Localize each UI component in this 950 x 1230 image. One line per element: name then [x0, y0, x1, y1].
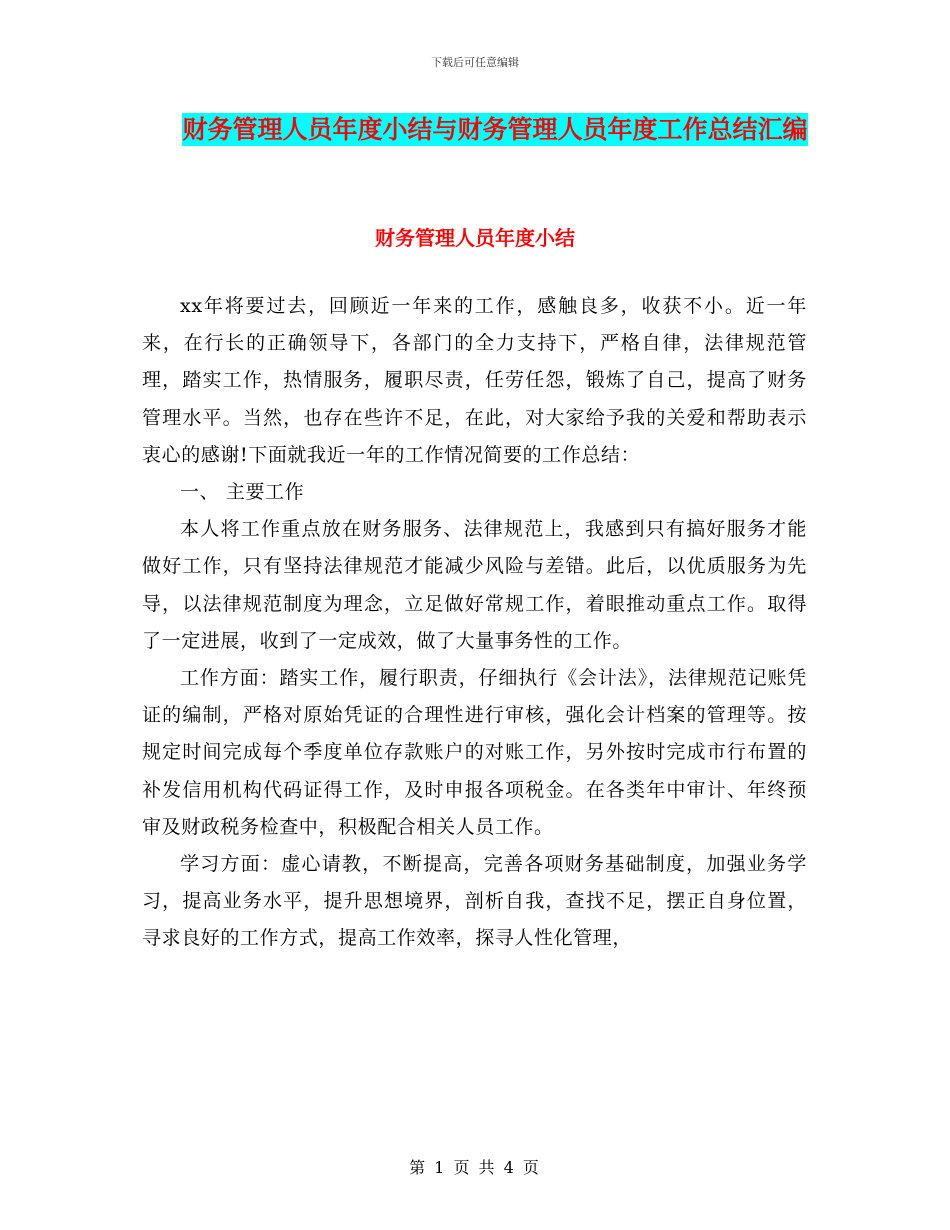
paragraph-study-aspect: 学习方面：虚心请教，不断提高，完善各项财务基础制度，加强业务学习，提高业务水平，提升思想境界，剖析自我，查找不足，摆正自身位置，寻求良好的工作方式，提高工作效率，探寻人性化管理，	[142, 853, 807, 950]
paragraph-work-focus: 本人将工作重点放在财务服务、法律规范上，我感到只有搞好服务才能做好工作，只有坚持法律规范才能减少风险与差错。此后，以优质服务为先导，以法律规范制度为理念，立足做好常规工作，着眼推动重点工作。取得了一定进展，收到了一定成效，做了大量事务性的工作。	[142, 518, 807, 652]
paragraph-intro: xx年将要过去，回顾近一年来的工作，感触良多，收获不小。近一年来，在行长的正确领导下，各部门的全力支持下，严格自律，法律规范管理，踏实工作，热情服务，履职尽责，任劳任怨，锻炼了自己，提高了财务管理水平。当然，也存在些许不足，在此，对大家给予我的关爱和帮助表示衷心的感谢!下面就我近一年的工作情况简要的工作总结：	[142, 295, 807, 466]
document-title	[120, 108, 870, 152]
paragraph-work-aspect: 工作方面：踏实工作，履行职责，仔细执行《会计法》，法律规范记账凭证的编制，严格对原始凭证的合理性进行审核，强化会计档案的管理等。按规定时间完成每个季度单位存款账户的对账工作，另外按时完成市行布置的补发信用机构代码证得工作，及时申报各项税金。在各类年中审计、年终预审及财政税务检查中，积极配合相关人员工作。	[142, 667, 807, 838]
header-note: 下载后可任意编辑	[431, 56, 519, 69]
document-body	[142, 288, 807, 958]
page-footer: 第 1 页 共 4 页	[409, 1158, 541, 1177]
heading-main-work: 一、 主要工作	[180, 481, 305, 504]
section-title: 财务管理人员年度小结	[375, 226, 575, 250]
document-title-text: 财务管理人员年度小结与财务管理人员年度工作总结汇编	[182, 115, 808, 144]
